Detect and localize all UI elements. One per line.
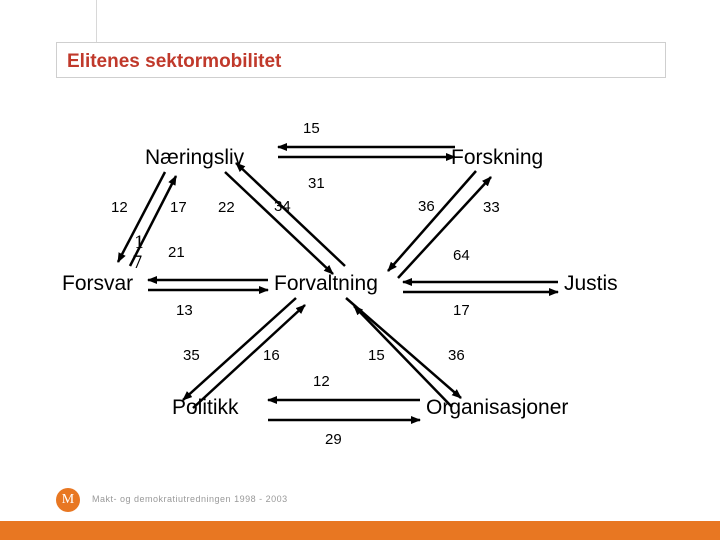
flow-label: 36 [418, 198, 435, 215]
footer-text: Makt- og demokratiutredningen 1998 - 2003 [92, 494, 288, 504]
flow-label: 64 [453, 247, 470, 264]
flow-label: 12 [111, 199, 128, 216]
flow-label: 17 [453, 302, 470, 319]
flow-label: 15 [303, 120, 320, 137]
flow-label: 13 [176, 302, 193, 319]
node-forsvar: Forsvar [62, 272, 134, 295]
flow-label: 7 [132, 253, 143, 273]
flow-label: 17 [170, 199, 187, 216]
flow-label: 1 [134, 233, 145, 253]
flow-label: 12 [313, 373, 330, 390]
flow-label: 29 [325, 431, 342, 448]
flow-label: 16 [263, 347, 280, 364]
arrow-politikk-forvaltning [193, 305, 305, 408]
flow-label: 21 [168, 244, 185, 261]
node-forskning: Forskning [451, 146, 544, 169]
slide-title: Elitenes sektormobilitet [67, 51, 282, 72]
node-naeringsliv: Næringsliv [145, 146, 245, 169]
logo: M [56, 488, 80, 512]
arrow-forvaltning-forskning [398, 177, 491, 278]
node-organisasjoner: Organisasjoner [426, 396, 569, 419]
node-politikk: Politikk [172, 396, 239, 419]
node-justis: Justis [564, 272, 618, 295]
flow-label: 33 [483, 199, 500, 216]
flow-label: 22 [218, 199, 235, 216]
bottom-bar [0, 521, 720, 540]
arrow-forvaltning-organisasjoner [346, 298, 461, 398]
node-forvaltning: Forvaltning [274, 272, 378, 295]
flow-label: 15 [368, 347, 385, 364]
flow-label: 36 [448, 347, 465, 364]
flow-label: 34 [274, 198, 291, 215]
flow-label: 31 [308, 175, 325, 192]
flow-label: 35 [183, 347, 200, 364]
